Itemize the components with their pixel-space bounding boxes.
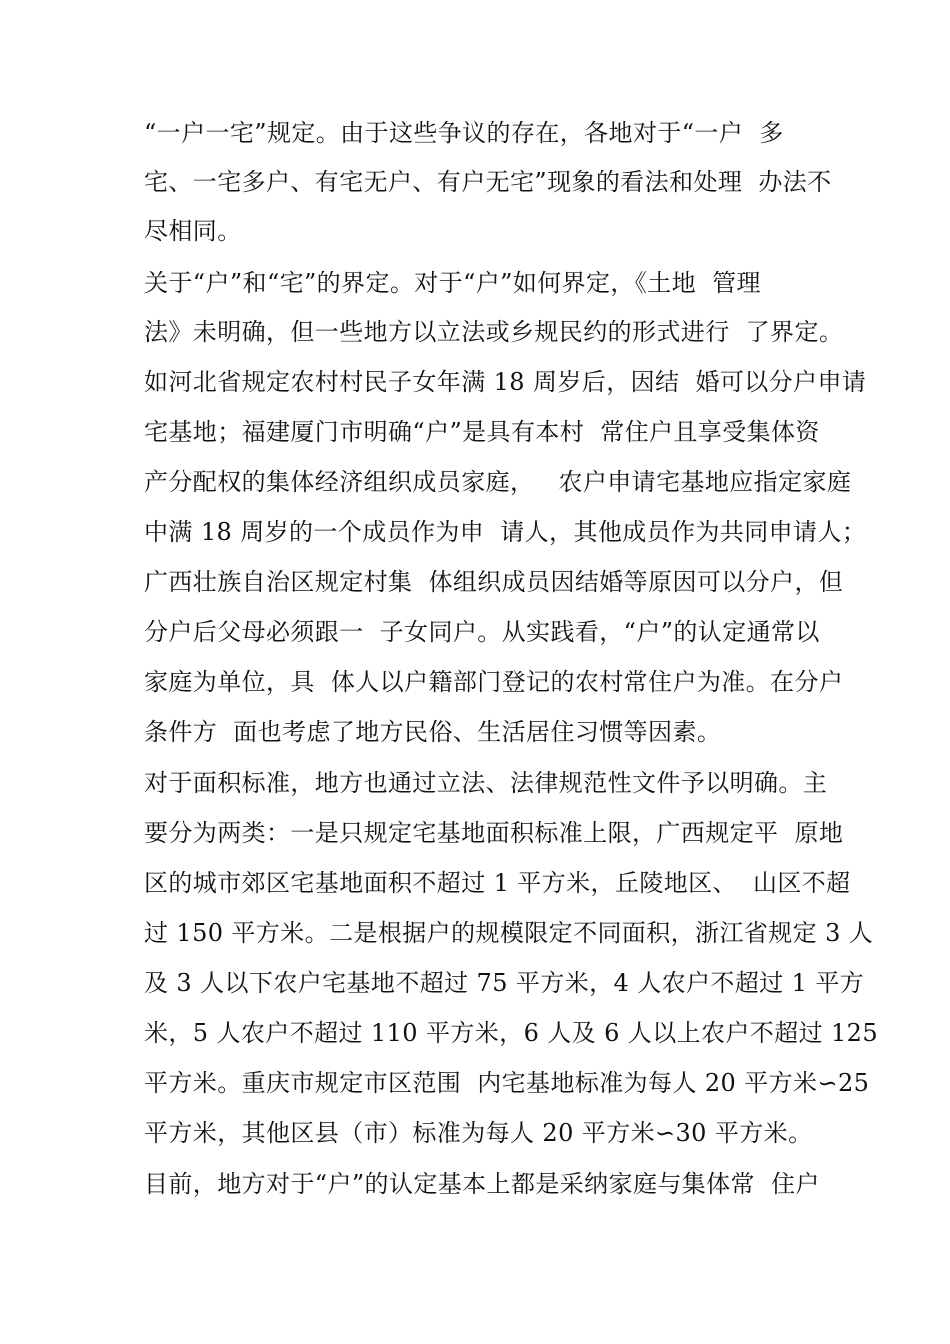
text-line: 目前，地方对于“户”的认定基本上都是采纳家庭与集体常 住户: [144, 1170, 820, 1198]
text-line: 要分为两类：一是只规定宅基地面积标准上限，广西规定平 原地: [144, 819, 844, 847]
text-line: 区的城市郊区宅基地面积不超过 1 平方米，丘陵地区、 山区不超: [144, 869, 851, 897]
text-line: 对于面积标准，地方也通过立法、法律规范性文件予以明确。主: [144, 769, 828, 797]
text-line: “一户一宅”规定。由于这些争议的存在，各地对于“一户 多: [144, 119, 784, 147]
text-line: 尽相同。: [144, 217, 242, 245]
text-line: 分户后父母必须跟一 子女同户。从实践看，“户”的认定通常以: [144, 618, 820, 646]
text-line: 米，5 人农户不超过 110 平方米，6 人及 6 人以上农户不超过 125: [144, 1019, 879, 1047]
text-line: 如河北省规定农村村民子女年满 18 周岁后，因结 婚可以分户申请: [144, 368, 867, 396]
text-line: 过 150 平方米。二是根据户的规模限定不同面积，浙江省规定 3 人: [144, 919, 874, 947]
text-line: 家庭为单位，具 体人以户籍部门登记的农村常住户为准。在分户: [144, 668, 844, 696]
text-line: 产分配权的集体经济组织成员家庭， 农户申请宅基地应指定家庭: [144, 468, 852, 496]
text-line: 广西壮族自治区规定村集 体组织成员因结婚等原因可以分户，但: [144, 568, 844, 596]
text-line: 中满 18 周岁的一个成员作为申 请人，其他成员作为共同申请人；: [144, 518, 867, 546]
text-line: 平方米，其他区县（市）标准为每人 20 平方米∽30 平方米。: [144, 1119, 813, 1147]
text-line: 宅基地；福建厦门市明确“户”是具有本村 常住户且享受集体资: [144, 418, 820, 446]
text-line: 条件方 面也考虑了地方民俗、生活居住习惯等因素。: [144, 718, 722, 746]
text-line: 及 3 人以下农户宅基地不超过 75 平方米，4 人农户不超过 1 平方: [144, 969, 865, 997]
text-line: 关于“户”和“宅”的界定。对于“户”如何界定，《土地 管理: [144, 269, 761, 297]
text-line: 法》未明确，但一些地方以立法或乡规民约的形式进行 了界定。: [144, 318, 844, 346]
text-line: 平方米。重庆市规定市区范围 内宅基地标准为每人 20 平方米∽25: [144, 1069, 870, 1097]
text-line: 宅、一宅多户、有宅无户、有户无宅”现象的看法和处理 办法不: [144, 168, 832, 196]
